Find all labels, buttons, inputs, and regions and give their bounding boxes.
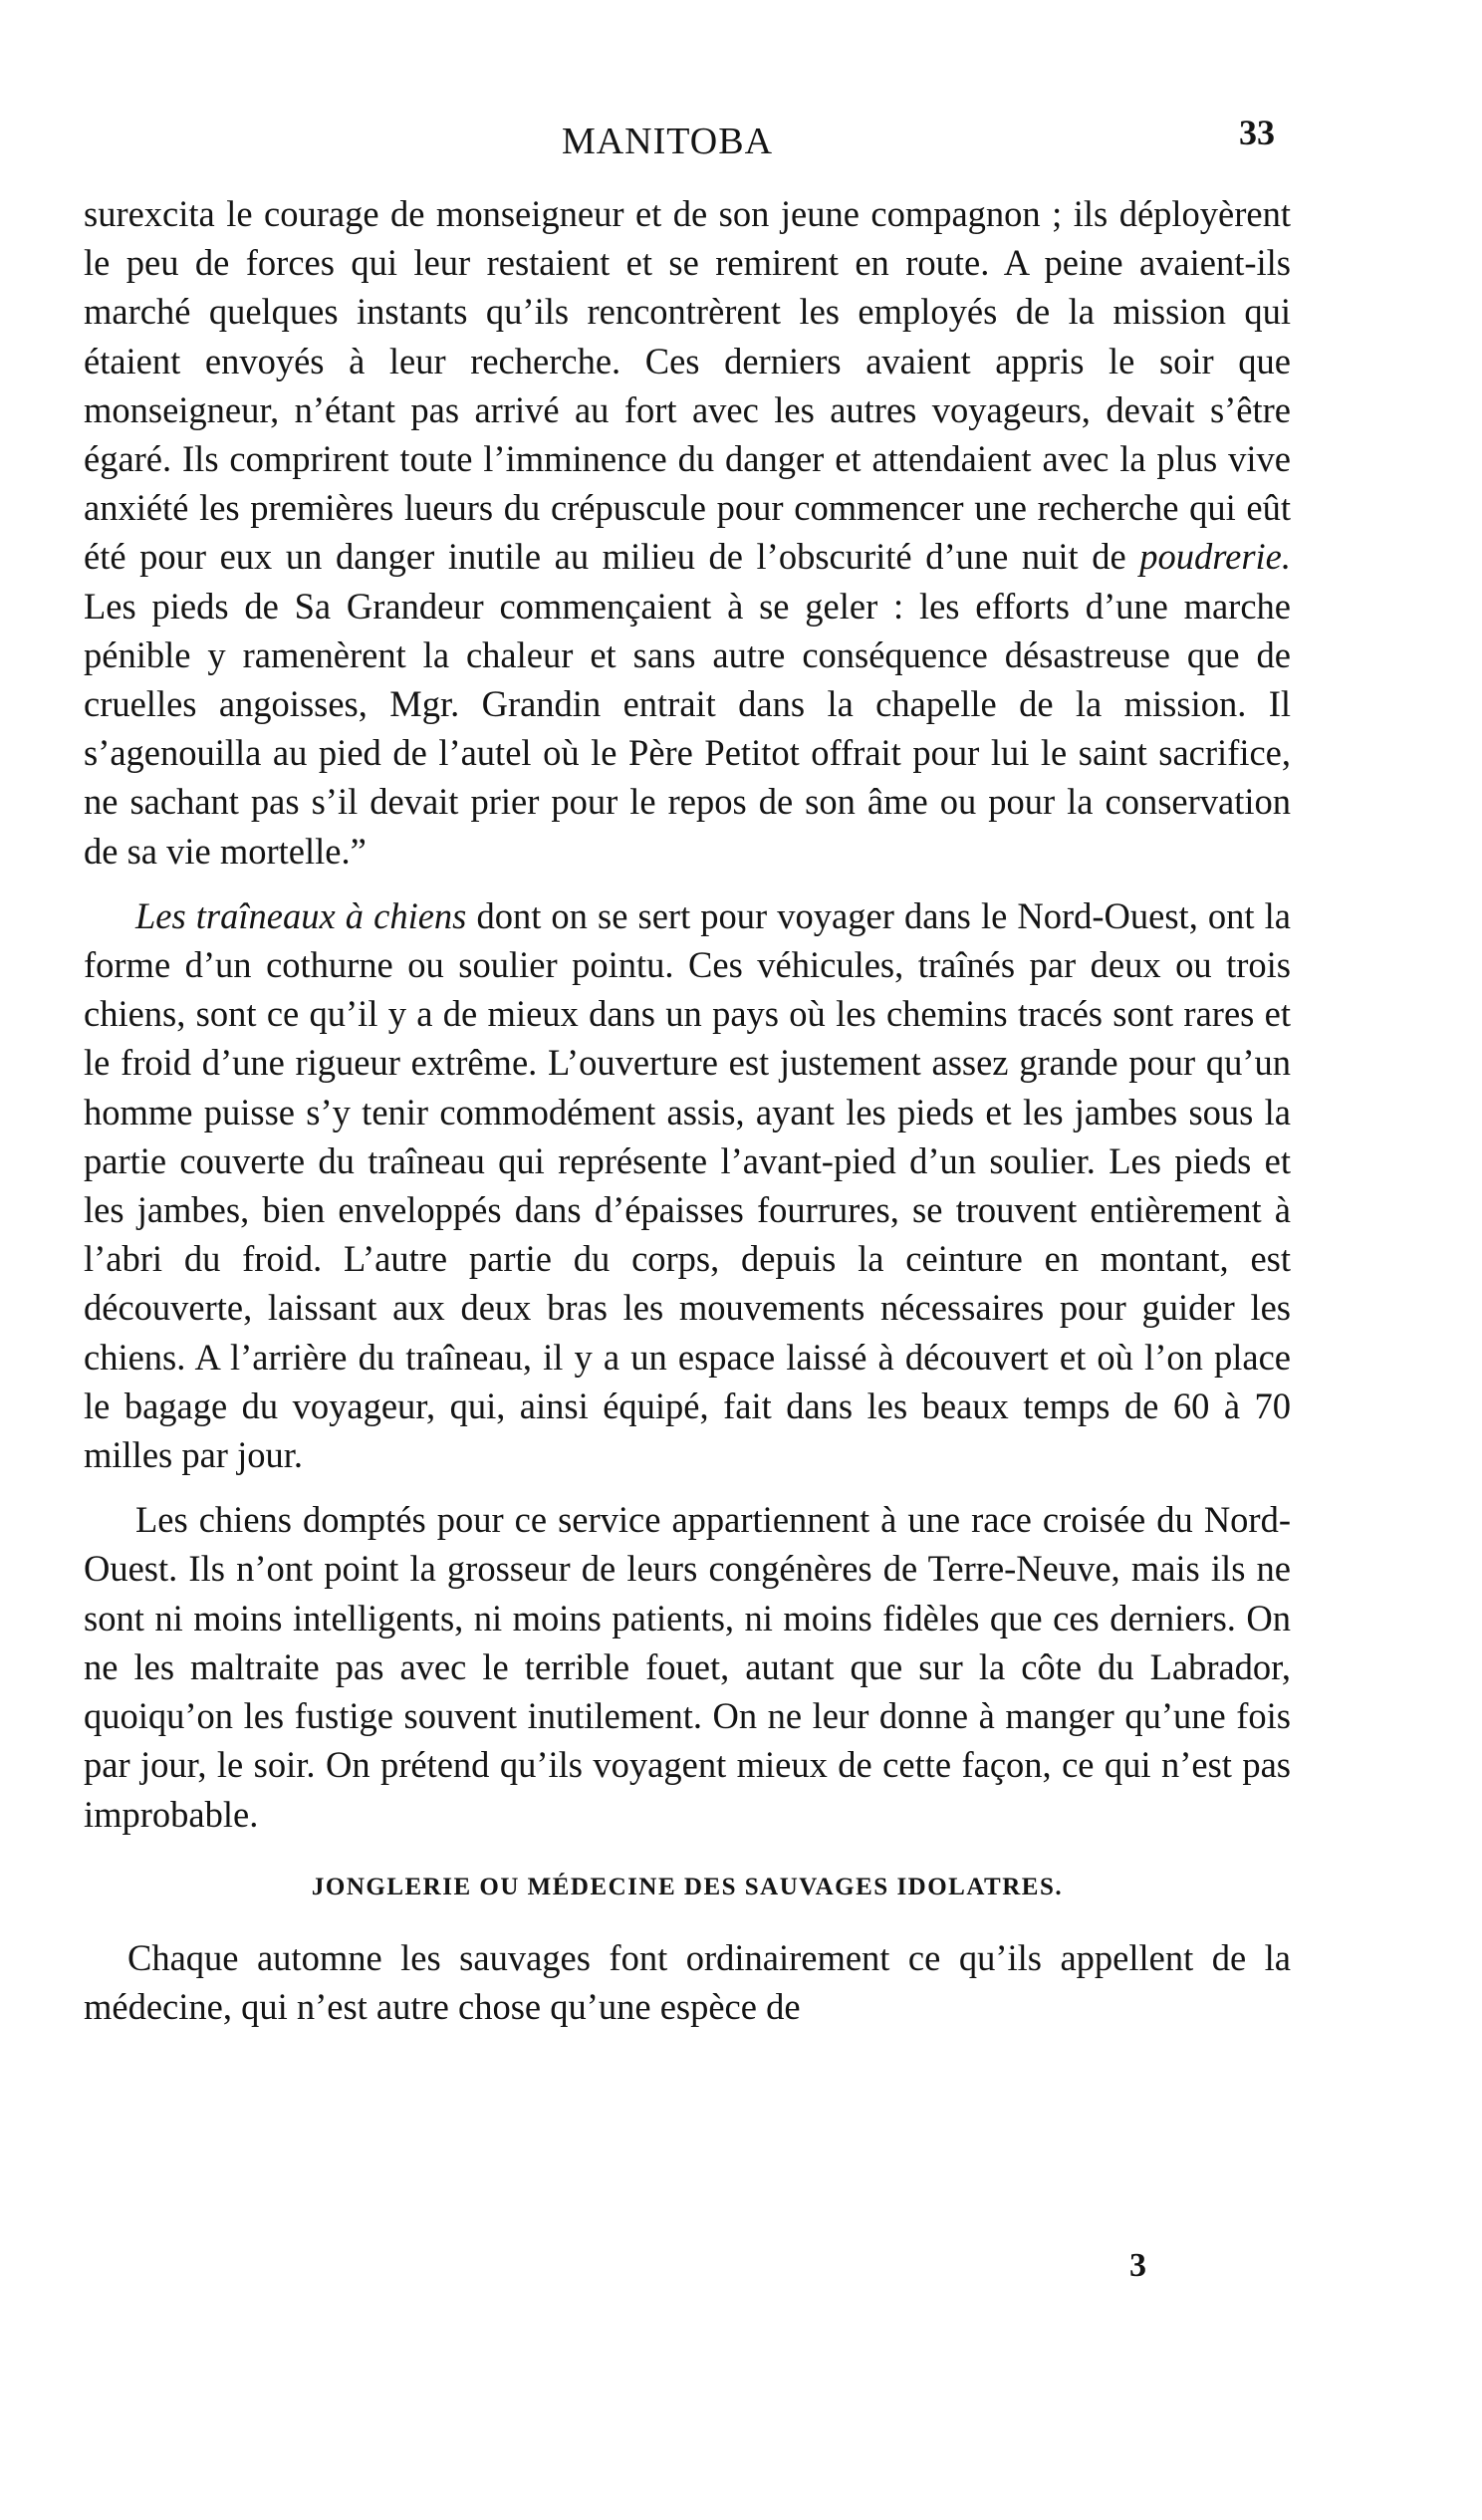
text-run: surexcita le courage de monseigneur et de son jeune compagnon ; ils déployèrent le peu de forces qui leur restaient et se remirent en route. A peine avaient-ils marché quelques instants qu’ils rencontrèrent les employés de la mission qui étaient envoyés à leur recherche. Ces derniers avaient appris le soir que monseigneur, n’étant pas arrivé au fort avec les autres voyageurs, devait s’être égaré. Ils comprirent toute l’imminence du danger et attendaient avec la plus vive anxiété les premières lueurs du crépuscule pour commencer une recherche qui eût été pour eux un danger inutile au milieu de l’obscurité d’une nuit de bbox=[84, 193, 1291, 578]
running-title: MANITOBA bbox=[561, 121, 774, 162]
text-run: Chaque automne les sauvages font ordinairement ce qu’ils appellent de la médecine, qui n’est autre chose qu’une espèce de bbox=[84, 1936, 1291, 2028]
signature-mark: 3 bbox=[1129, 2247, 1146, 2284]
text-run: Les pieds de Sa Grandeur commençaient à se geler : les efforts d’une marche pénible y ramenèrent la chaleur et sans autre conséquence désastreuse que de cruelles angoisses, Mgr. Grandin entrait dans la chapelle de la mission. Il s’agenouilla au pied de l’autel où le Père Petitot offrait pour lui le saint sacrifice, ne sachant pas s’il devait prier pour le repos de son âme ou pour la conservation de sa vie mortelle.” bbox=[84, 585, 1291, 872]
body-text bbox=[84, 189, 1291, 2031]
paragraph bbox=[84, 189, 1291, 876]
section-heading: JONGLERIE OU MÉDECINE DES SAUVAGES IDOLATRES. bbox=[311, 1873, 1064, 1900]
paragraph bbox=[84, 1495, 1291, 1838]
paragraph bbox=[84, 891, 1291, 1479]
italic-term: Les traîneaux à chiens bbox=[135, 894, 467, 936]
text-run: dont on se sert pour voyager dans le Nord-Ouest, ont la forme d’un cothurne ou soulier pointu. Ces véhicules, traînés par deux ou trois chiens, sont ce qu’il y a de mieux dans un pays où les chemins tracés sont rares et le froid d’une rigueur extrême. L’ouverture est justement assez grande pour qu’un homme puisse s’y tenir commodément assis, ayant les pieds et les jambes sous la partie couverte du traîneau qui représente l’avant-pied d’un soulier. Les pieds et les jambes, bien enveloppés dans d’épaisses fourrures, se trouvent entièrement à l’abri du froid. L’autre partie du corps, depuis la ceinture en montant, est découverte, laissant aux deux bras les mouvements nécessaires pour guider les chiens. A l’arrière du traîneau, il y a un espace laissé à découvert et où l’on place le bagage du voyageur, qui, ainsi équipé, fait dans les beaux temps de 60 à 70 milles par jour. bbox=[84, 894, 1291, 1476]
italic-term: poudrerie. bbox=[1139, 536, 1291, 578]
page-header bbox=[0, 112, 1482, 171]
paragraph bbox=[84, 1933, 1291, 2031]
page-number: 33 bbox=[1239, 113, 1275, 152]
text-run: Les chiens domptés pour ce service appartiennent à une race croisée du Nord-Ouest. Ils n’ont point la grosseur de leurs congénères de Terre-Neuve, mais ils ne sont ni moins intelligents, ni moins patients, ni moins fidèles que ces derniers. On ne les maltraite pas avec le terrible fouet, autant que sur la côte du Labrador, quoiqu’on les fustige souvent inutilement. On ne leur donne à manger qu’une fois par jour, le soir. On prétend qu’ils voyagent mieux de cette façon, ce qui n’est pas improbable. bbox=[84, 1499, 1291, 1835]
